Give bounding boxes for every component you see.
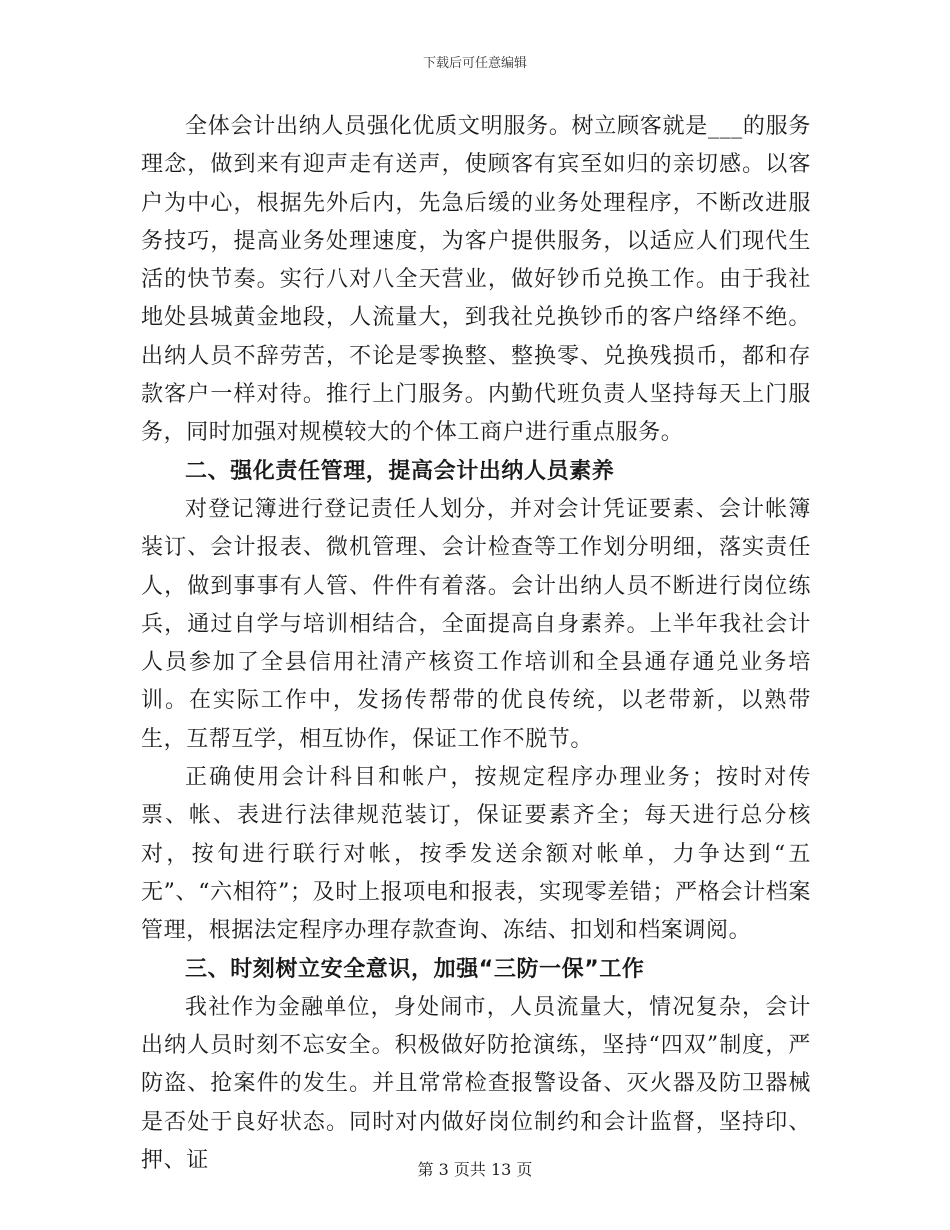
section-heading-3: 三、时刻树立安全意识，加强“三防一保”工作 bbox=[185, 956, 645, 982]
section-heading-2: 二、强化责任管理，提高会计出纳人员素养 bbox=[185, 458, 615, 484]
paragraph-responsibility: 对登记簿进行登记责任人划分，并对会计凭证要素、会计帐簿装订、会计报表、微机管理、会计检查等工作划分明细，落实责任人，做到事事有人管、件件有着落。会计出纳人员不断进行岗位练兵，通过自学与培训相结合，全面提高自身素养。上半年我社会计人员参加了全县信用社清产核资工作培训和全县通存通兑业务培训。在实际工作中，发扬传帮带的优良传统，以老带新，以熟带生，互帮互学，相互协作，保证工作不脱节。 bbox=[141, 496, 811, 752]
paragraph-safety: 我社作为金融单位，身处闹市，人员流量大，情况复杂，会计出纳人员时刻不忘安全。积极做好防抢演练，坚持“四双”制度，严防盗、抢案件的发生。并且常常检查报警设备、灭火器及防卫器械是否处于良好状态。同时对内做好岗位制约和会计监督，坚持印、押、证 bbox=[141, 994, 811, 1174]
paragraph-service: 全体会计出纳人员强化优质文明服务。树立顾客就是___的服务理念，做到来有迎声走有送声，使顾客有宾至如归的亲切感。以客户为中心，根据先外后内，先急后缓的业务处理程序，不断改进服务技巧，提高业务处理速度，为客户提供服务，以适应人们现代生活的快节奏。实行八对八全天营业，做好钞币兑换工作。由于我社地处县城黄金地段，人流量大，到我社兑换钞币的客户络绎不绝。出纳人员不辞劳苦，不论是零换整、整换零、兑换残损币，都和存款客户一样对待。推行上门服务。内勤代班负责人坚持每天上门服务，同时加强对规模较大的个体工商户进行重点服务。 bbox=[141, 114, 811, 446]
page-header-note: 下载后可任意编辑 bbox=[422, 56, 527, 71]
page-number: 第 3 页共 13 页 bbox=[417, 1160, 533, 1179]
document-body bbox=[141, 108, 811, 1180]
paragraph-accounting-rules: 正确使用会计科目和帐户，按规定程序办理业务；按时对传票、帐、表进行法律规范装订，保证要素齐全；每天进行总分核对，按旬进行联行对帐，按季发送余额对帐单，力争达到“五无”、“六相符”；及时上报项电和报表，实现零差错；严格会计档案管理，根据法定程序办理存款查询、冻结、扣划和档案调阅。 bbox=[141, 765, 811, 944]
